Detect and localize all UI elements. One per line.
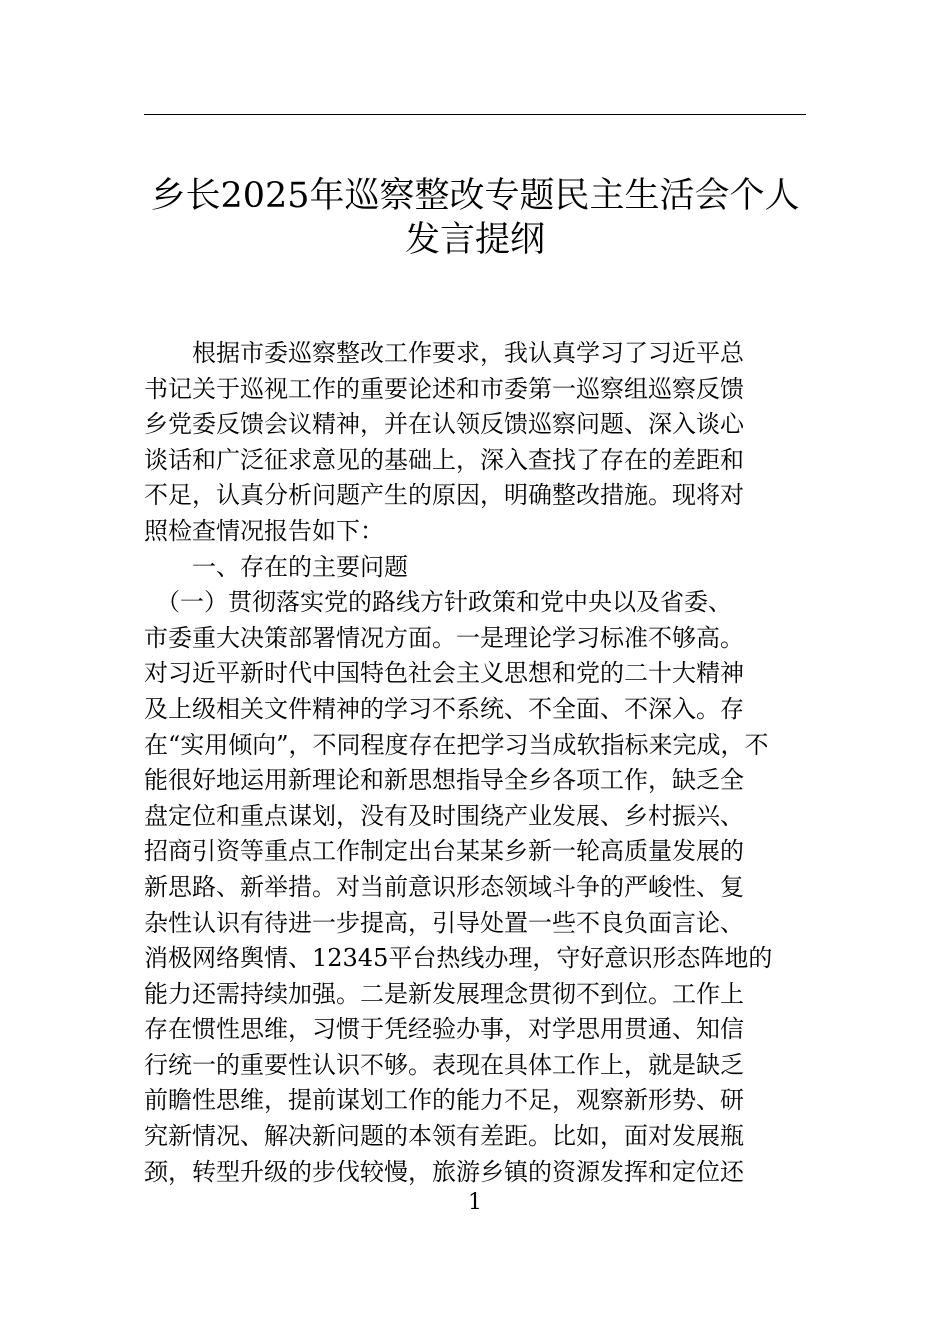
body-line: 杂性认识有待进一步提高，引导处置一些不良负面言论、 (144, 908, 744, 937)
body-line: 能很好地运用新理论和新思想指导全乡各项工作，缺乏全 (144, 766, 744, 795)
body-line: 书记关于巡视工作的重要论述和市委第一巡察组巡察反馈 (144, 374, 744, 403)
document-title-line-1: 乡长2025年巡察整改专题民主生活会个人 (150, 176, 800, 216)
document-body (144, 336, 814, 1190)
body-line: 招商引资等重点工作制定出台某某乡新一轮高质量发展的 (144, 837, 744, 866)
body-line: 谈话和广泛征求意见的基础上，深入查找了存在的差距和 (144, 445, 744, 474)
body-line: 存在惯性思维，习惯于凭经验办事，对学思用贯通、知信 (144, 1015, 744, 1044)
body-line: 颈，转型升级的步伐较慢，旅游乡镇的资源发挥和定位还 (144, 1157, 744, 1186)
subsection-heading: （一）贯彻落实党的路线方针政策和党中央以及省委、 (144, 588, 732, 617)
page-number: 1 (468, 1190, 482, 1215)
body-line: 照检查情况报告如下： (144, 516, 384, 545)
body-line: 不足，认真分析问题产生的原因，明确整改措施。现将对 (144, 481, 744, 510)
body-line: 前瞻性思维，提前谋划工作的能力不足，观察新形势、研 (144, 1086, 744, 1115)
body-line: 究新情况、解决新问题的本领有差距。比如，面对发展瓶 (144, 1122, 744, 1151)
body-line: 行统一的重要性认识不够。表现在具体工作上，就是缺乏 (144, 1050, 744, 1079)
body-line: 在“实用倾向”，不同程度存在把学习当成软指标来完成，不 (144, 730, 769, 759)
body-line: 对习近平新时代中国特色社会主义思想和党的二十大精神 (144, 659, 744, 688)
body-line: 消极网络舆情、12345平台热线办理，守好意识形态阵地的 (144, 944, 773, 973)
body-line: 市委重大决策部署情况方面。一是理论学习标准不够高。 (144, 623, 744, 652)
body-line: 及上级相关文件精神的学习不系统、不全面、不深入。存 (144, 694, 744, 723)
body-line: 乡党委反馈会议精神，并在认领反馈巡察问题、深入谈心 (144, 410, 744, 439)
document-title-line-2: 发言提纲 (404, 220, 545, 260)
body-line: 根据市委巡察整改工作要求，我认真学习了习近平总 (144, 339, 744, 367)
body-line: 盘定位和重点谋划，没有及时围绕产业发展、乡村振兴、 (144, 801, 744, 830)
body-line: 新思路、新举措。对当前意识形态领域斗争的严峻性、复 (144, 872, 744, 901)
body-line: 能力还需持续加强。二是新发展理念贯彻不到位。工作上 (144, 979, 744, 1008)
header-rule (144, 114, 806, 115)
section-heading: 一、存在的主要问题 (144, 552, 408, 581)
